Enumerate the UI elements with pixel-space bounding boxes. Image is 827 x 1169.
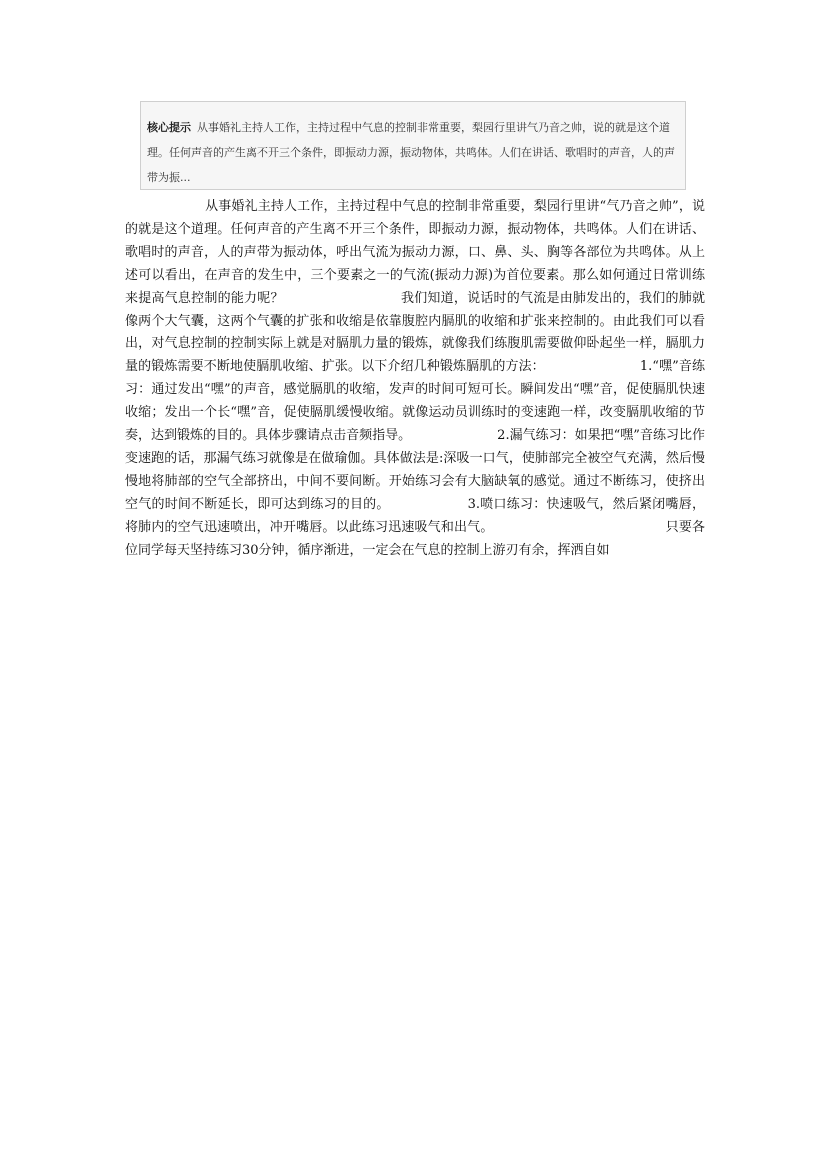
article-body: [125, 196, 705, 563]
paragraph-intro: 从事婚礼主持人工作，主持过程中气息的控制非常重要，梨园行里讲“气乃音之帅”，说的就是这个道理。任何声音的产生离不开三个条件，即振动力源，振动物体，共鸣体。人们在讲话、歌唱时的声音，人的声带为振动体，呼出气流为振动力源，口、鼻、头、胸等各部位为共鸣体。从上述可以看出，在声音的发生中，三个要素之一的气流(振动力源)为首位要素。那么如何通过日常训练来提高气息控制的能力呢？: [125, 199, 705, 306]
summary-label: 核心提示: [147, 121, 191, 134]
summary-text: 从事婚礼主持人工作，主持过程中气息的控制非常重要，梨园行里讲气乃音之帅，说的就是这个道理。任何声音的产生离不开三个条件，即振动力源，振动物体，共鸣体。人们在讲话、歌唱时的声音，人的声带为振...: [147, 121, 675, 184]
paragraph-leak-exercise: 2.漏气练习：如果把“嘿”音练习比作变速跑的话，那漏气练习就像是在做瑜伽。具体做法是:深吸一口气，使肺部完全被空气充满，然后慢慢地将肺部的空气全部挤出，中间不要间断。开始练习会有大脑缺氧的感觉。通过不断练习，使挤出空气的时间不断延长，即可达到练习的目的。: [125, 428, 705, 512]
paragraph-spray-exercise: 3.喷口练习：快速吸气，然后紧闭嘴唇，将肺内的空气迅速喷出，冲开嘴唇。以此练习迅速吸气和出气。: [125, 496, 705, 535]
summary-box: [140, 101, 686, 190]
paragraph-conclusion: 只要各位同学每天坚持练习30分钟，循序渐进，一定会在气息的控制上游刃有余，挥洒自如: [125, 519, 705, 558]
paragraph-breathing: 我们知道，说话时的气流是由肺发出的，我们的肺就像两个大气囊，这两个气囊的扩张和收缩是依靠腹腔内膈肌的收缩和扩张来控制的。由此我们可以看出，对气息控制的控制实际上就是对膈肌力量的锻炼，就像我们练腹肌需要做仰卧起坐一样，膈肌力量的锻炼需要不断地使膈肌收缩、扩张。以下介绍几种锻炼膈肌的方法：: [125, 290, 705, 375]
paragraph-hei-exercise: 1.“嘿”音练习：通过发出“嘿”的声音，感觉膈肌的收缩，发声的时间可短可长。瞬间发出“嘿”音，促使膈肌快速收缩；发出一个长“嘿”音，促使膈肌缓慢收缩。就像运动员训练时的变速跑一样，改变膈肌收缩的节奏，达到锻炼的目的。具体步骤请点击音频指导。: [125, 359, 705, 444]
